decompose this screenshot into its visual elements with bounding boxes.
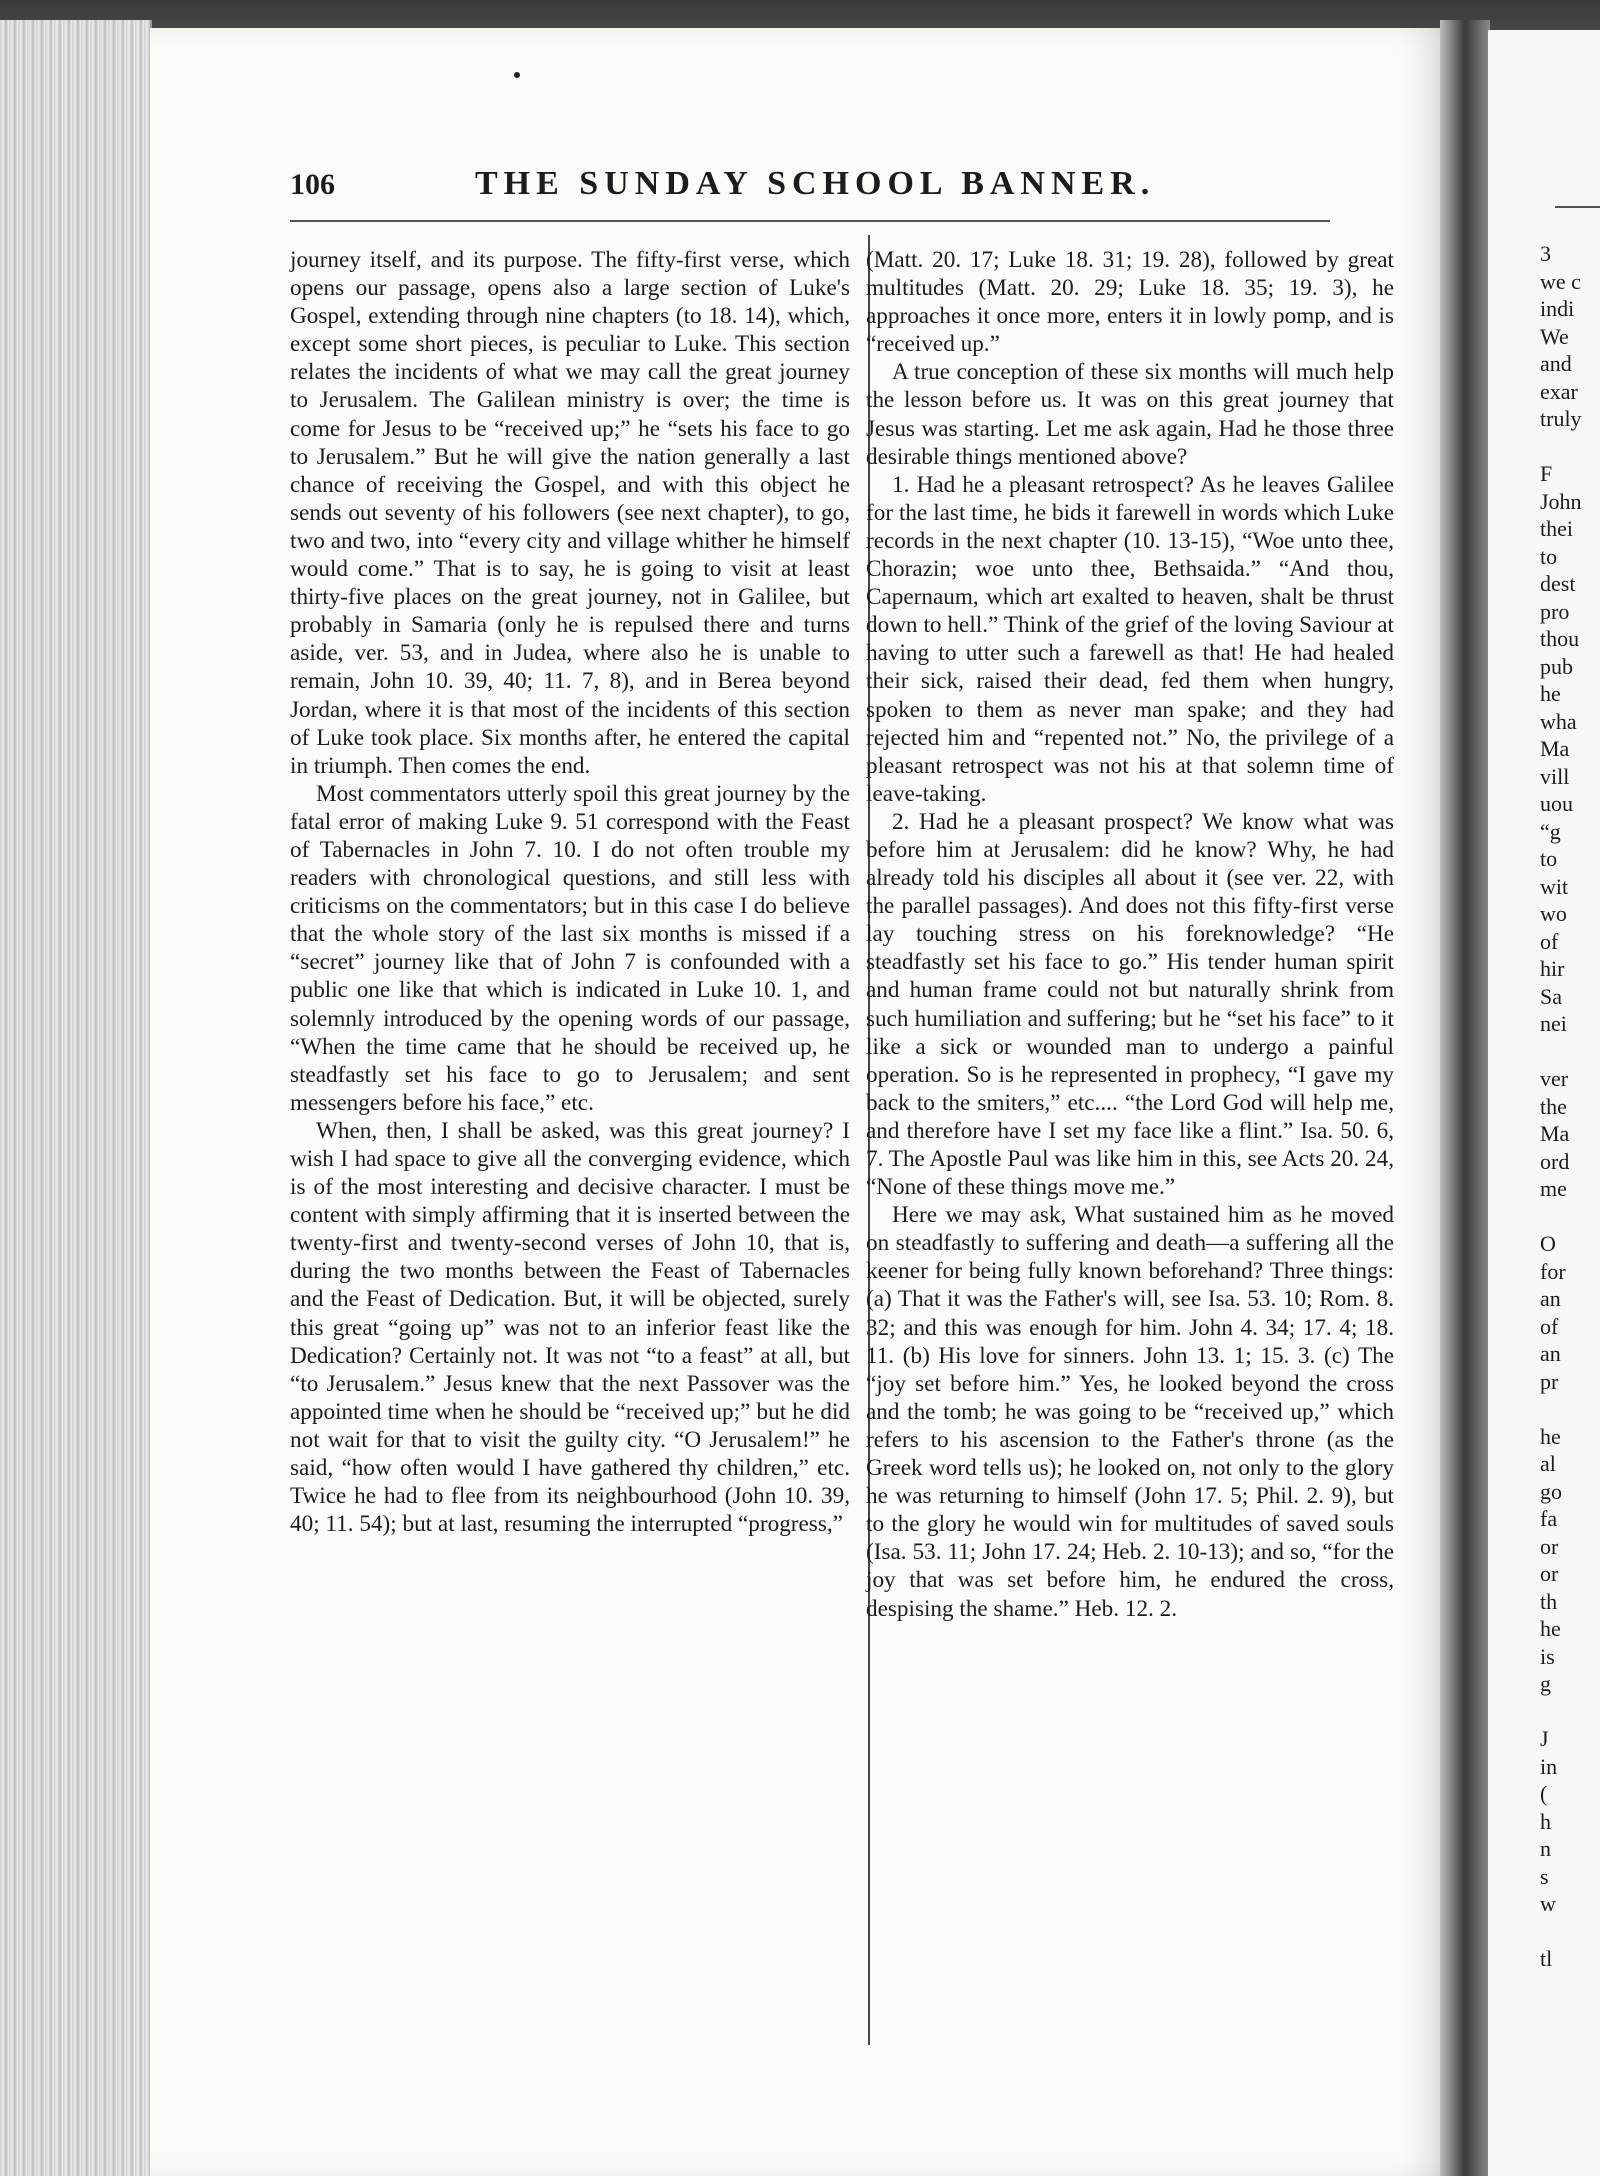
paragraph: When, then, I shall be asked, was this great journey? I wish I had space to give all the converging evidence, which is of the most interesting and decisive character. I must be content with simply affirming that it is inserted between the twenty-first and twenty-second verses of John 10, that is, during the two months between the Feast of Tabernacles and the Feast of Dedication. But, it will be objected, surely this great “going up” was not to an inferior feast like the Dedication? Certainly not. It was not “to a feast” at all, but “to Jerusalem.” Jesus knew that the next Passover was the appointed time when he should be “received up;” but he did not wait for that to visit the guilty city. “O Jerusalem!” he said, “how often would I have gathered thy children,” etc. Twice he had to flee from its neighbourhood (John 10. 39, 40; 11. 54); but at last, resuming the interrupted “progress,” (290, 1117, 850, 1538)
facing-page-fragment: J (1540, 1726, 1549, 1751)
facing-page-fragment (1540, 433, 1600, 461)
facing-page-fragment: me (1540, 1176, 1567, 1201)
facing-page-fragment: ver (1540, 1066, 1569, 1091)
facing-page-fragment: Ma (1540, 736, 1570, 761)
facing-page-fragment: or (1540, 1561, 1559, 1586)
facing-page-fragment: O (1540, 1231, 1556, 1256)
facing-page-fragment: We (1540, 323, 1569, 349)
facing-page-fragment: nei (1540, 1011, 1567, 1036)
facing-page-fragment: wit (1540, 873, 1569, 899)
facing-page-fragment: tl (1540, 1946, 1553, 1971)
paragraph: 2. Had he a pleasant prospect? We know what was before him at Jerusalem: did he know? Why, he had already told his disciples all about it (see ver. 22, with the parallel passages). And does not this fifty-first verse lay touching stress on his foreknowledge? “He steadfastly set his face to go.” His tender human spirit and human frame could not but naturally shrink from such humiliation and suffering; but he “set his face” to it like a sick or wounded man to undergo a painful operation. So is he represented in prophecy, “I gave my back to the smiters,” etc.... “the Lord God will help me, and therefore have I set my face like a flint.” Isa. 50. 6, 7. The Apostle Paul was like him in this, see Acts 20. 24, “None of these things move me.” (866, 808, 1394, 1201)
facing-page-fragment: thou (1540, 626, 1580, 651)
header-rule (290, 220, 1330, 222)
ink-speck (514, 72, 520, 78)
facing-page-fragment: an (1540, 1341, 1561, 1366)
facing-page-fragment (1540, 1918, 1600, 1946)
facing-page-fragment: Sa (1540, 983, 1562, 1009)
facing-page-fragment: and (1540, 351, 1572, 376)
facing-page-fragment: pr (1540, 1368, 1559, 1394)
facing-page-fragment: he (1540, 681, 1561, 706)
paragraph: A true conception of these six months will much help the lesson before us. It was on this great journey that Jesus was starting. Let me ask again, Had he those three desirable things mentioned above? (866, 359, 1394, 470)
facing-page-fragment: uou (1540, 791, 1573, 816)
facing-page-fragment: of (1540, 1313, 1559, 1339)
facing-page-fragment: fa (1540, 1506, 1558, 1531)
facing-page-fragment: “g (1540, 818, 1561, 844)
facing-page-fragment: hir (1540, 956, 1565, 981)
facing-page-fragment (1540, 1395, 1600, 1423)
page-number: 106 (290, 168, 335, 201)
facing-page-fragment: n (1540, 1836, 1551, 1861)
facing-page-fragment: for (1540, 1258, 1566, 1284)
facing-page-fragment: ord (1540, 1148, 1570, 1174)
facing-page-fragment: thei (1540, 516, 1573, 541)
facing-page-fragment: wo (1540, 901, 1567, 926)
paragraph: Most commentators utterly spoil this great journey by the fatal error of making Luke 9. 51 correspond with the Feast of Tabernacles in John 7. 10. I do not often trouble my readers with chronological questions, and still less with criticisms on the commentators; but in this case I do believe that the whole story of the last six months is missed if a “secret” journey like that of John 7 is confounded with a public one like that which is indicated in Luke 10. 1, and solemnly introduced by the opening words of our passage, “When the time came that he should be received up, he steadfastly set his face to go to Jerusalem; and sent messengers before his face,” etc. (290, 780, 850, 1116)
facing-page-fragment: he (1540, 1423, 1561, 1449)
facing-page-rule (1555, 206, 1600, 208)
facing-page-fragment: g (1540, 1671, 1551, 1696)
book-gutter (1440, 20, 1490, 2176)
facing-page-fragment: truly (1540, 406, 1582, 431)
facing-page-fragment: to (1540, 846, 1558, 871)
facing-page-fragment: dest (1540, 571, 1576, 596)
facing-page-fragment: the (1540, 1093, 1567, 1119)
facing-page-fragment: exar (1540, 378, 1578, 404)
left-column (290, 246, 850, 1538)
facing-page-fragment: ( (1540, 1781, 1548, 1806)
facing-page-fragment: he (1540, 1616, 1561, 1641)
facing-page-fragment: 3 (1540, 241, 1551, 266)
facing-page-fragment: vill (1540, 763, 1570, 789)
facing-page-fragment: wha (1540, 708, 1577, 734)
facing-page-fragment: John (1540, 488, 1582, 514)
paragraph: 1. Had he a pleasant retrospect? As he leaves Galilee for the last time, he bids it farewell in words which Luke records in the next chapter (10. 13-15), “Woe unto thee, Chorazin; woe unto thee, Bethsaida.” “And thou, Capernaum, which art exalted to heaven, shalt be thrust down to hell.” Think of the grief of the loving Saviour at having to utter such a farewell as that! He had healed their sick, raised their dead, fed them when hungry, spoken to them as never man spake; and they had rejected him and “repented not.” No, the privilege of a pleasant retrospect was not his at that solemn time of leave-taking. (866, 471, 1394, 807)
running-title: THE SUNDAY SCHOOL BANNER. (475, 165, 1156, 202)
right-column (866, 246, 1394, 1623)
facing-page-fragment: Ma (1540, 1121, 1570, 1146)
paragraph: journey itself, and its purpose. The fifty-first verse, which opens our passage, opens also a large section of Luke's Gospel, extending through nine chapters (to 18. 14), which, except some short pieces, is peculiar to Luke. This section relates the incidents of what we may call the great journey to Jerusalem. The Galilean ministry is over; the time is come for Jesus to be “received up;” he “sets his face to go to Jerusalem.” But he will give the nation generally a last chance of receiving the Gospel, and with this object he sends out seventy of his followers (see next chapter), to go, two and two, into “every city and village whither he himself would come.” That is to say, he is going to visit at least thirty-five places on the great journey, not in Galilee, but probably in Samaria (only he is repulsed there and turns aside, ver. 53, and in Judea, where also he is unable to remain, John 10. 39, 40; 11. 7, 8), and in Berea beyond Jordan, where it is that most of the incidents of this section of Luke took place. Six months after, he entered the capital in triumph. Then comes the end. (290, 247, 850, 779)
facing-page-fragment: or (1540, 1533, 1559, 1559)
paragraph: Here we may ask, What sustained him as he moved on steadfastly to suffering and death—a suffering all the keener for being fully known beforehand? Three things: (a) That it was the Father's will, see Isa. 53. 10; Rom. 8. 32; and this was enough for him. John 4. 34; 17. 4; 18. 11. (b) His love for sinners. John 13. 1; 15. 3. (c) The “joy set before him.” Yes, he looked beyond the cross and the tomb; he was going to be “received up,” which refers to his ascension to the Father's throne (as the Greek word tells us); he looked on, not only to the glory he was returning to himself (John 17. 5; Phil. 2. 9), but to the glory he would win for multitudes of saved souls (Isa. 53. 11; John 17. 24; Heb. 2. 10-13); and so, “for the joy that was set before him, he endured the cross, despising the shame.” Heb. 12. 2. (866, 1202, 1394, 1622)
facing-page-fragment: indi (1540, 296, 1575, 321)
facing-page-text (1540, 240, 1600, 1973)
paragraph: (Matt. 20. 17; Luke 18. 31; 19. 28), followed by great multitudes (Matt. 20. 29; Luke 18. 35; 19. 3), he approaches it once more, enters it in lowly pomp, and is “received up.” (866, 247, 1394, 358)
page-header (290, 160, 1240, 210)
book-page-edges (0, 20, 152, 2176)
facing-page-fragment: F (1540, 461, 1553, 486)
facing-page-fragment: al (1540, 1451, 1556, 1476)
facing-page-fragment: th (1540, 1588, 1558, 1614)
facing-page-fragment: in (1540, 1753, 1558, 1779)
facing-page-fragment: h (1540, 1808, 1551, 1834)
facing-page-fragment: we c (1540, 268, 1581, 294)
facing-page-fragment: of (1540, 928, 1559, 954)
facing-page-fragment: an (1540, 1286, 1561, 1311)
facing-page-fragment: w (1540, 1891, 1556, 1916)
facing-page-fragment (1540, 1698, 1600, 1726)
facing-page-fragment: s (1540, 1863, 1549, 1889)
facing-page-fragment: pro (1540, 598, 1570, 624)
facing-page-fragment (1540, 1203, 1600, 1231)
facing-page-fragment (1540, 1038, 1600, 1066)
facing-page-fragment: to (1540, 543, 1558, 569)
facing-page-fragment: is (1540, 1643, 1555, 1669)
facing-page-fragment: pub (1540, 653, 1573, 679)
facing-page-fragment: go (1540, 1478, 1562, 1504)
